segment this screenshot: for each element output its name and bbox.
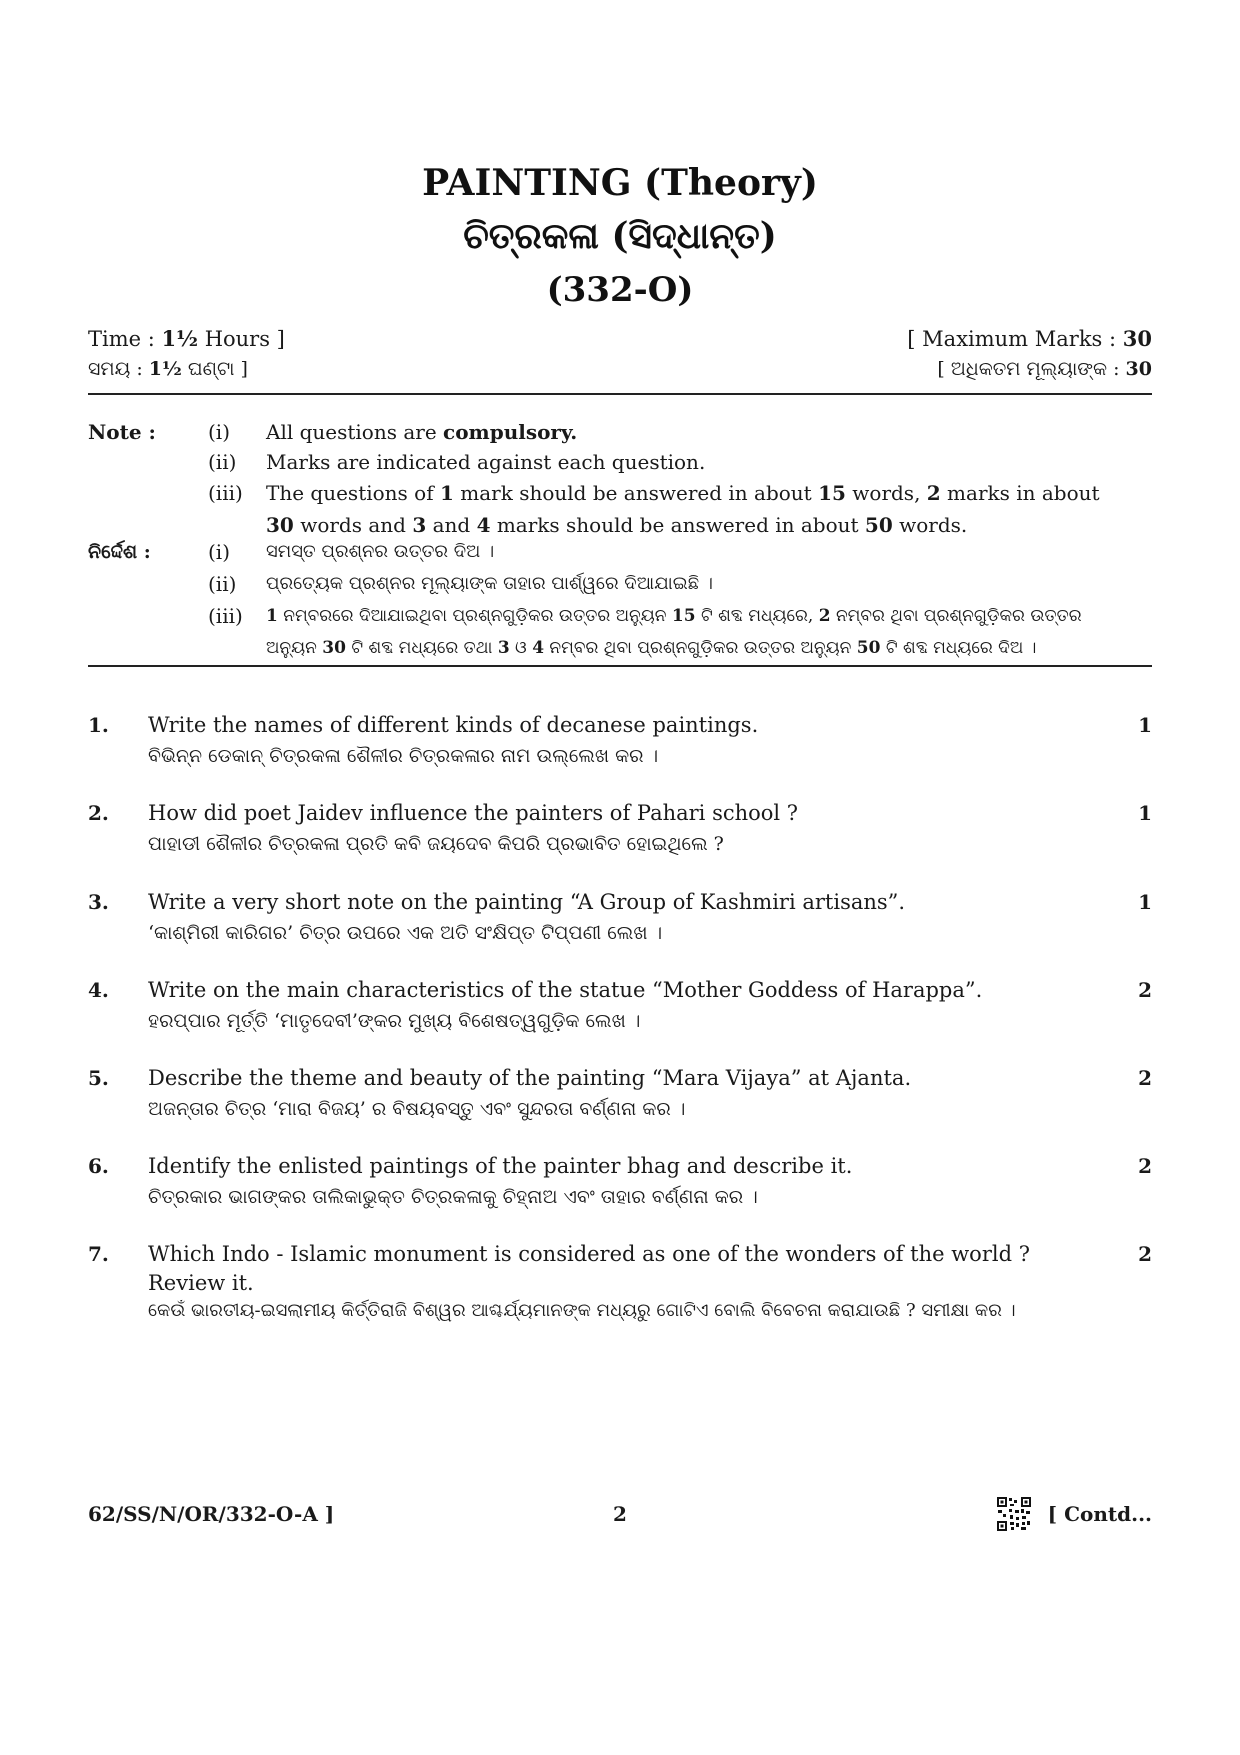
question-marks: 2 — [1138, 1066, 1152, 1090]
page-number: 2 — [613, 1502, 627, 1526]
note-number: (ii) — [208, 450, 237, 474]
max-marks-english: [ Maximum Marks : 30 — [907, 326, 1152, 351]
question-text-english: Identify the enlisted paintings of the painter bhag and describe it. — [148, 1154, 853, 1178]
question-text-english: Write a very short note on the painting “A Group of Kashmiri artisans”. — [148, 890, 906, 914]
header-divider — [88, 393, 1152, 395]
question-marks: 2 — [1138, 978, 1152, 1002]
max-marks-odia: [ ଅଧିକତମ ମୂଲ୍ୟାଙ୍କ : 30 — [937, 358, 1152, 380]
question-marks: 1 — [1138, 801, 1152, 825]
note-label-english: Note : — [88, 420, 156, 444]
time-odia: ସମୟ : 1½ ଘଣ୍ଟା ] — [88, 358, 248, 380]
note-text: Marks are indicated against each question. — [266, 450, 706, 474]
question-text-odia: ବିଭିନ୍ନ ଡେକାନ୍ ଚିତ୍ରକଳା ଶୈଳୀର ଚିତ୍ରକଳାର ନାମ ଉଲ୍ଲେଖ କର । — [148, 745, 659, 767]
question-text-english: Write on the main characteristics of the statue “Mother Goddess of Harappa”. — [148, 978, 983, 1002]
paper-code: (332-O) — [546, 270, 694, 310]
note-number: (iii) — [208, 604, 243, 628]
question-number: 2. — [88, 801, 109, 825]
question-number: 7. — [88, 1242, 109, 1266]
question-text-odia: ହରପ୍ପାର ମୂର୍ତ୍ତି ‘ମାତୃଦେବୀ’ଙ୍କର ମୁଖ୍ୟ ବିଶେଷତ୍ୱଗୁଡ଼ିକ ଲେଖ । — [148, 1010, 641, 1032]
note-text: The questions of 1 mark should be answered in about 15 words, 2 marks in about 30 words and 3 and 4 marks should be answered in about 50 words. — [266, 481, 1100, 537]
notes-divider — [88, 665, 1152, 667]
question-text-odia: ପାହାଡୀ ଶୈଳୀର ଚିତ୍ରକଳା ପ୍ରତି କବି ଜୟଦେବ କିପରି ପ୍ରଭାବିତ ହୋଇଥିଲେ ? — [148, 833, 724, 855]
question-text-english: Which Indo - Islamic monument is considered as one of the wonders of the world ? Review it. — [148, 1242, 1030, 1295]
qr-code-icon — [996, 1496, 1032, 1532]
question-number: 6. — [88, 1154, 109, 1178]
question-number: 5. — [88, 1066, 109, 1090]
question-marks: 2 — [1138, 1242, 1152, 1266]
note-text: All questions are compulsory. — [266, 420, 578, 444]
question-number: 1. — [88, 713, 109, 737]
question-text-odia: ଚିତ୍ରକାର ଭାଗଙ୍କର ତାଲିକାଭୁକ୍ତ ଚିତ୍ରକଳାକୁ ଚିହ୍ନାଅ ଏବଂ ତାହାର ବର୍ଣ୍ଣନା କର । — [148, 1186, 758, 1208]
note-number: (i) — [208, 540, 231, 564]
note-number: (i) — [208, 420, 231, 444]
note-number: (ii) — [208, 572, 237, 596]
question-text-english: Describe the theme and beauty of the painting “Mara Vijaya” at Ajanta. — [148, 1066, 912, 1090]
time-english: Time : 1½ Hours ] — [88, 326, 285, 351]
question-text-english: Write the names of different kinds of decanese paintings. — [148, 713, 759, 737]
note-number: (iii) — [208, 481, 243, 505]
paper-title-odia: ଚିତ୍ରକଳା (ସିଦ୍ଧାନ୍ତ) — [463, 215, 777, 257]
question-text-odia: କେଉଁ ଭାରତୀୟ-ଇସଲାମୀୟ କିର୍ତ୍ତିରାଜି ବିଶ୍ୱର ଆଶ୍ଚର୍ଯ୍ୟମାନଙ୍କ ମଧ୍ୟରୁ ଗୋଟିଏ ବୋଲି ବିବେଚନା କରାଯାଉଛି ? ସମୀକ୍ଷା କର । — [148, 1300, 1016, 1321]
question-number: 4. — [88, 978, 109, 1002]
note-text: 1 ନମ୍ବରରେ ଦିଆଯାଇଥିବା ପ୍ରଶ୍ନଗୁଡ଼ିକର ଉତ୍ତର ଅନ୍ୟୁନ 15 ଟି ଶବ୍ଦ ମଧ୍ୟରେ, 2 ନମ୍ବର ଥିବା ପ୍ରଶ୍ନଗୁଡ଼ିକର ଉତ୍ତର ଅନ୍ୟୁନ 30 ଟି ଶବ୍ଦ ମଧ୍ୟରେ ତଥା 3 ଓ 4 ନମ୍ବର ଥିବା ପ୍ରଶ୍ନଗୁଡ଼ିକର ଉତ୍ତର ଅନ୍ୟୁନ 50 ଟି ଶବ୍ଦ ମଧ୍ୟରେ ଦିଅ । — [266, 606, 1082, 658]
note-text: ସମସ୍ତ ପ୍ରଶ୍ନର ଉତ୍ତର ଦିଅ । — [266, 541, 495, 562]
question-text-odia: ‘କାଶ୍ମିରୀ କାରିଗର’ ଚିତ୍ର ଉପରେ ଏକ ଅତି ସଂକ୍ଷିପ୍ତ ଟିପ୍ପଣୀ ଲେଖ । — [148, 922, 663, 944]
note-text: ପ୍ରତ୍ୟେକ ପ୍ରଶ୍ନର ମୂଲ୍ୟାଙ୍କ ତାହାର ପାର୍ଶ୍ୱରେ ଦିଆଯାଇଛି । — [266, 573, 713, 594]
question-text-english: How did poet Jaidev influence the painters of Pahari school ? — [148, 801, 799, 825]
continued-marker: [ Contd... — [1047, 1502, 1152, 1526]
question-marks: 2 — [1138, 1154, 1152, 1178]
question-marks: 1 — [1138, 890, 1152, 914]
paper-title-english: PAINTING (Theory) — [422, 162, 818, 204]
question-text-odia: ଅଜନ୍ତାର ଚିତ୍ର ‘ମାରା ବିଜୟ’ ର ବିଷୟବସ୍ତୁ ଏବଂ ସୁନ୍ଦରତା ବର୍ଣ୍ଣନା କର । — [148, 1098, 686, 1120]
question-marks: 1 — [1138, 713, 1152, 737]
note-label-odia: ନିର୍ଦ୍ଦେଶ : — [88, 541, 151, 563]
paper-code-footer: 62/SS/N/OR/332-O-A ] — [88, 1502, 335, 1526]
question-number: 3. — [88, 890, 109, 914]
